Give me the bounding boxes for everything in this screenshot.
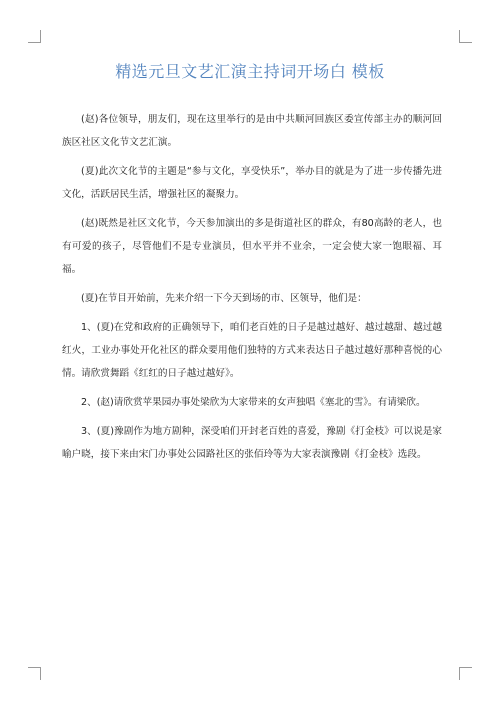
document-body (62, 108, 442, 472)
paragraph-7: 3、(夏)豫剧作为地方剧种，深受咱们开封老百姓的喜爱，豫剧《打金枝》可以说是家喻户晓，接下来由宋门办事处公园路社区的张佰玲等为大家表演豫剧《打金枝》选段。 (62, 426, 442, 460)
page-corner-mark-bottom-left (28, 667, 41, 680)
paragraph-3: (赵)既然是社区文化节，今天参加演出的多是街道社区的群众，有80高龄的老人，也有可爱的孩子，尽管他们不是专业演员，但水平并不业余，一定会使大家一饱眼福、耳福。 (62, 218, 442, 275)
document-title: 精选元旦文艺汇演主持词开场白 模板 (115, 62, 385, 81)
page-corner-mark-bottom-right (459, 667, 472, 680)
page-corner-mark-top-right (459, 30, 472, 43)
paragraph-5: 1、(夏)在党和政府的正确领导下，咱们老百姓的日子是越过越好、越过越甜、越过越红火，工业办事处开化社区的群众要用他们独特的方式来表达日子越过越好那种喜悦的心情。请欣赏舞蹈《红红的日子越过越好》。 (62, 322, 442, 379)
paragraph-4: (夏)在节目开始前，先来介绍一下今天到场的市、区领导，他们是： (81, 293, 367, 304)
page-corner-mark-top-left (28, 30, 41, 43)
paragraph-6: 2、(赵)请欣赏苹果园办事处梁欣为大家带来的女声独唱《塞北的雪》。有请梁欣。 (81, 397, 426, 408)
paragraph-1: (赵)各位领导，朋友们，现在这里举行的是由中共顺河回族区委宣传部主办的顺河回族区社区文化节文艺汇演。 (62, 114, 442, 148)
paragraph-2: (夏)此次文化节的主题是“参与文化，享受快乐”，举办目的就是为了进一步传播先进文化，活跃居民生活，增强社区的凝聚力。 (62, 166, 442, 200)
